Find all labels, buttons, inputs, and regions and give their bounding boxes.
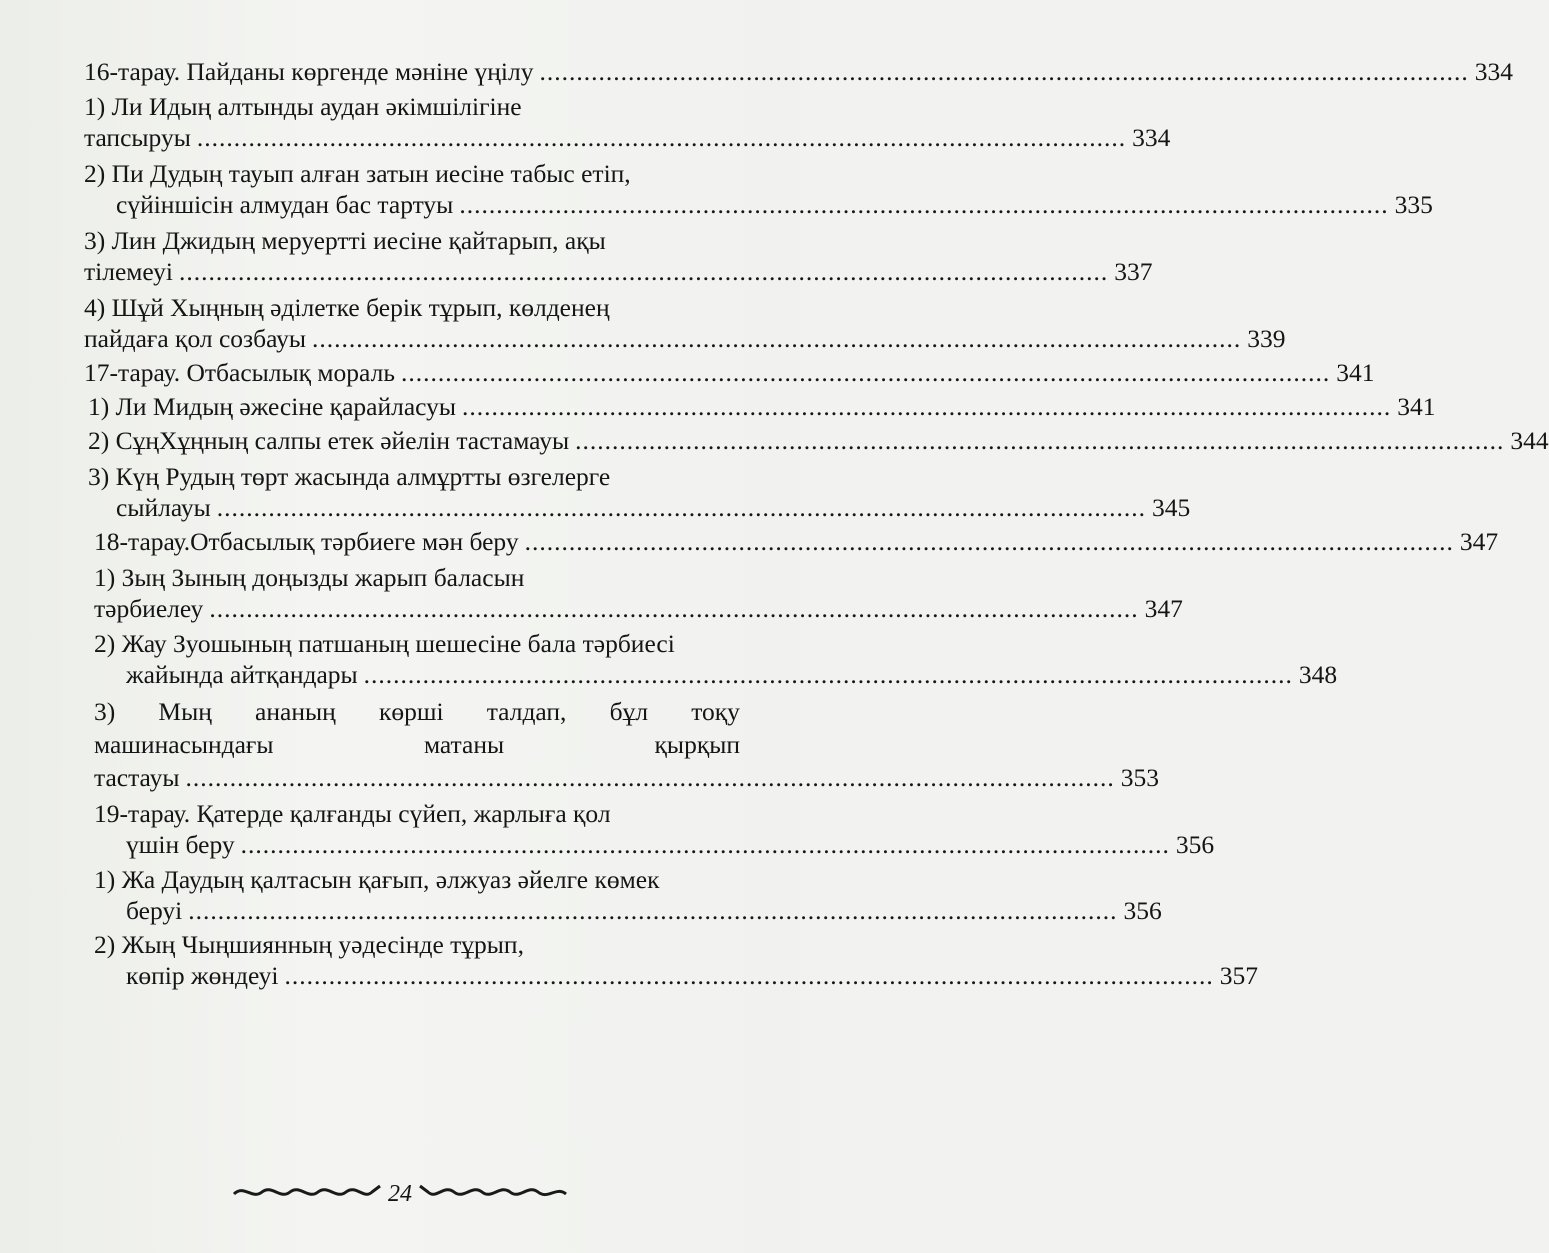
dot-leader: ..............................................................................................................................	[185, 763, 1115, 792]
toc-page-number: 334	[1474, 57, 1513, 86]
toc-entry-title: сүйіншісін алмудан бас тартуы	[116, 190, 454, 219]
toc-page-number: 347	[1459, 527, 1499, 556]
right-ornament-icon	[418, 1182, 568, 1209]
dot-leader: ..............................................................................................................................	[178, 257, 1109, 286]
toc-entry-line	[126, 829, 1215, 861]
toc-entry-title: 2) Пи Дудың тауып алған затын иесіне табыс етіп,	[84, 159, 631, 188]
toc-word: ананың	[255, 697, 336, 726]
toc-word: матаны	[423, 730, 505, 759]
toc-entry-line	[88, 461, 742, 493]
toc-page-number: 356	[1175, 830, 1215, 859]
toc-entry-title: 2) СұңХұңның салпы етек әйелін тастамауы	[88, 426, 570, 455]
toc-entry-line	[94, 593, 1183, 625]
toc-entry-title: 2) Жың Чыңшиянның уәдесінде тұрып,	[94, 930, 524, 959]
toc-entry-title: 1) Ли Идың алтынды аудан әкімшілігіне	[84, 92, 522, 121]
toc-entry-title: жайында айтқандары	[126, 660, 358, 689]
toc-chapter-16	[84, 56, 1513, 88]
dot-leader: ..............................................................................................................................	[188, 896, 1118, 925]
toc-entry-title: үшін беру	[126, 830, 235, 859]
toc-entry-title: 3) Күң Рудың төрт жасында алмұртты өзгелерге	[88, 462, 611, 491]
toc-entry-line	[94, 729, 740, 761]
toc-entry-line	[126, 895, 1162, 927]
dot-leader: ..............................................................................................................................	[196, 123, 1127, 152]
toc-chapter-18	[94, 526, 1499, 558]
toc-entry-title: беруі	[126, 896, 183, 925]
toc-entry-title: 17-тарау. Отбасылық мораль	[84, 358, 395, 387]
toc-entry-line	[94, 762, 1159, 794]
toc-word: қырқып	[654, 730, 740, 759]
dot-leader: ..............................................................................................................................	[539, 57, 1469, 86]
left-ornament-icon	[232, 1182, 382, 1209]
toc-entry-line	[116, 492, 1191, 524]
toc-page-number: 341	[1336, 358, 1375, 387]
toc-chapter-17	[84, 357, 1375, 389]
toc-word: тоқу	[691, 697, 740, 726]
page-number: 24	[388, 1181, 412, 1207]
toc-page-number: 339	[1247, 324, 1286, 353]
toc-entry-title: тілемеуі	[84, 257, 173, 286]
toc-entry-line	[94, 929, 748, 961]
toc-entry-title: 1) Зың Зының доңызды жарып баласын	[94, 563, 525, 592]
toc-page-number: 347	[1144, 594, 1183, 623]
toc-page-number: 357	[1219, 961, 1259, 990]
toc-entry-title: 18-тарау.Отбасылық тәрбиеге мән беру	[94, 527, 519, 556]
toc-word: Мың	[158, 697, 212, 726]
dot-leader: ..............................................................................................................................	[363, 660, 1293, 689]
toc-entry-line	[84, 122, 1171, 154]
toc-entry-line	[94, 696, 740, 728]
toc-entry-line	[84, 292, 738, 324]
dot-leader: ..............................................................................................................................	[284, 961, 1214, 990]
toc-word: көрші	[378, 697, 444, 726]
toc-entry-title: тастауы	[94, 763, 180, 792]
toc-entry-title: 16-тарау. Пайданы көргенде мәніне үңілу	[84, 57, 534, 86]
toc-page-number: 337	[1114, 257, 1153, 286]
page-footer	[0, 1181, 800, 1209]
toc-word: 3)	[94, 697, 116, 726]
toc-entry-line	[84, 158, 738, 190]
toc-chapter-19	[94, 798, 748, 830]
dot-leader: ..............................................................................................................................	[216, 493, 1146, 522]
toc-entry-line	[126, 659, 1338, 691]
toc-entry-title: көпір жөндеуі	[126, 961, 279, 990]
toc-entry-line	[84, 323, 1286, 355]
toc-page-number: 335	[1394, 190, 1433, 219]
toc-entry-title: 19-тарау. Қатерде қалғанды сүйеп, жарлыға қол	[94, 799, 611, 828]
toc-page-number: 353	[1120, 763, 1159, 792]
dot-leader: ..............................................................................................................................	[311, 324, 1242, 353]
toc-entry-line	[94, 562, 748, 594]
dot-leader: ..............................................................................................................................	[462, 392, 1392, 421]
toc-entry-line	[94, 864, 748, 896]
dot-leader: ..............................................................................................................................	[209, 594, 1139, 623]
toc-page-number: 334	[1132, 123, 1171, 152]
dot-leader: ..............................................................................................................................	[524, 527, 1454, 556]
toc-entry-line	[116, 189, 1433, 221]
toc-entry-title: сыйлауы	[116, 493, 211, 522]
toc-entry-line	[84, 225, 738, 257]
toc-entry-title: пайдаға қол созбауы	[84, 324, 306, 353]
toc-entry-title: 3) Лин Джидың меруертті иесіне қайтарып, ақы	[84, 226, 606, 255]
toc-page-number: 356	[1123, 896, 1162, 925]
toc-page-number: 348	[1298, 660, 1338, 689]
toc-word: машинасындағы	[94, 730, 274, 759]
toc-page-number: 341	[1397, 392, 1436, 421]
dot-leader: ..............................................................................................................................	[240, 830, 1170, 859]
toc-entry-line	[88, 391, 1436, 423]
toc-word: талдап,	[486, 697, 567, 726]
dot-leader: ..............................................................................................................................	[575, 426, 1505, 455]
toc-entry-title: 4) Шұй Хыңның әділетке берік тұрып, көлденең	[84, 293, 610, 322]
toc-page-number: 345	[1151, 493, 1191, 522]
toc-entry-line	[126, 960, 1259, 992]
toc-entry-title: тапсыруы	[84, 123, 191, 152]
toc-entry-line	[84, 91, 738, 123]
toc-entry-title: 1) Жа Даудың қалтасын қағып, әлжуаз әйелге көмек	[94, 865, 660, 894]
dot-leader: ..............................................................................................................................	[459, 190, 1389, 219]
toc-entry-line	[94, 628, 748, 660]
dot-leader: ..............................................................................................................................	[400, 358, 1331, 387]
toc-page-number: 344	[1510, 426, 1549, 455]
toc-word: бұл	[609, 697, 649, 726]
toc-entry-line	[84, 256, 1153, 288]
toc-entry-title: тәрбиелеу	[94, 594, 204, 623]
toc-entry-line	[88, 425, 1549, 457]
toc-entry-title: 2) Жау Зуошының патшаның шешесіне бала тәрбиесі	[94, 629, 675, 658]
toc-entry-title: 1) Ли Мидың әжесіне қарайласуы	[88, 392, 457, 421]
